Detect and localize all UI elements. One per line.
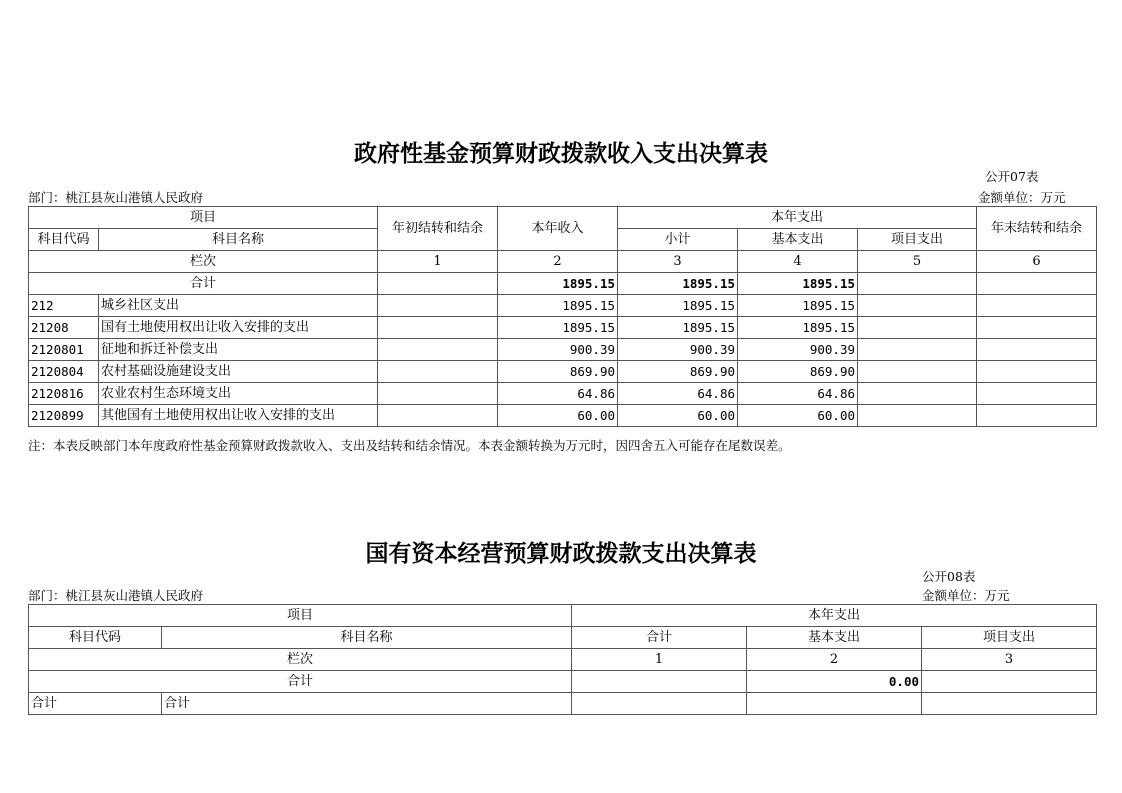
table2-unit: 金额单位：万元 — [922, 588, 1010, 603]
header-name: 科目名称 — [99, 229, 378, 251]
table-row — [29, 295, 1097, 317]
row-income: 1895.15 — [498, 295, 618, 317]
table-row — [29, 405, 1097, 427]
table2-form-no: 公开08表 — [922, 569, 976, 584]
row-subtotal: 64.86 — [618, 383, 738, 405]
header-name: 科目名称 — [162, 627, 572, 649]
column-index: 2 — [747, 649, 922, 671]
total-label: 合计 — [29, 671, 572, 693]
header-item: 项目 — [29, 605, 572, 627]
row-code: 2120899 — [29, 405, 99, 427]
total-income: 1895.15 — [498, 273, 618, 295]
row-code: 2120801 — [29, 339, 99, 361]
header-project: 项目支出 — [922, 627, 1097, 649]
header-basic: 基本支出 — [747, 627, 922, 649]
table-row — [29, 317, 1097, 339]
header-end-balance: 年末结转和结余 — [977, 207, 1097, 251]
header-project: 项目支出 — [858, 229, 977, 251]
row-subtotal: 1895.15 — [618, 295, 738, 317]
row-name: 农村基础设施建设支出 — [99, 361, 378, 383]
row-name: 征地和拆迁补偿支出 — [99, 339, 378, 361]
header-item: 项目 — [29, 207, 378, 229]
row-name: 其他国有土地使用权出让收入安排的支出 — [99, 405, 378, 427]
column-index: 6 — [977, 251, 1097, 273]
header-income: 本年收入 — [498, 207, 618, 251]
row-name: 城乡社区支出 — [99, 295, 378, 317]
table2-dept: 部门：桃江县灰山港镇人民政府 — [28, 588, 204, 603]
row-code: 212 — [29, 295, 99, 317]
header-code: 科目代码 — [29, 627, 162, 649]
header-begin-balance: 年初结转和结余 — [378, 207, 498, 251]
table2-title: 国有资本经营预算财政拨款支出决算表 — [365, 540, 757, 567]
row-name: 农业农村生态环境支出 — [99, 383, 378, 405]
table1-unit: 金额单位：万元 — [978, 190, 1066, 205]
table1-form-no: 公开07表 — [985, 169, 1039, 184]
column-row-label: 栏次 — [29, 649, 572, 671]
row-basic: 900.39 — [738, 339, 858, 361]
column-index: 2 — [498, 251, 618, 273]
total-row — [29, 671, 1097, 693]
row-basic: 1895.15 — [738, 317, 858, 339]
total-label: 合计 — [29, 273, 378, 295]
row-code: 2120804 — [29, 361, 99, 383]
row-code: 21208 — [29, 317, 99, 339]
header-basic: 基本支出 — [738, 229, 858, 251]
column-index: 4 — [738, 251, 858, 273]
header-subtotal: 小计 — [618, 229, 738, 251]
column-index: 3 — [922, 649, 1097, 671]
table1 — [28, 206, 1097, 427]
table-row — [29, 383, 1097, 405]
total-basic: 1895.15 — [738, 273, 858, 295]
row-basic: 1895.15 — [738, 295, 858, 317]
row-name: 合计 — [162, 693, 572, 715]
row-code: 合计 — [29, 693, 162, 715]
row-basic: 64.86 — [738, 383, 858, 405]
row-subtotal: 900.39 — [618, 339, 738, 361]
header-expense: 本年支出 — [618, 207, 977, 229]
table2 — [28, 604, 1097, 715]
row-basic: 869.90 — [738, 361, 858, 383]
row-basic: 60.00 — [738, 405, 858, 427]
table-row — [29, 339, 1097, 361]
row-subtotal: 869.90 — [618, 361, 738, 383]
column-row-label: 栏次 — [29, 251, 378, 273]
row-income: 1895.15 — [498, 317, 618, 339]
row-income: 869.90 — [498, 361, 618, 383]
column-index: 3 — [618, 251, 738, 273]
table-row — [29, 693, 1097, 715]
table1-title: 政府性基金预算财政拨款收入支出决算表 — [354, 140, 768, 167]
row-income: 60.00 — [498, 405, 618, 427]
column-index: 1 — [572, 649, 747, 671]
total-subtotal: 1895.15 — [618, 273, 738, 295]
total-row — [29, 273, 1097, 295]
header-code: 科目代码 — [29, 229, 99, 251]
header-total: 合计 — [572, 627, 747, 649]
row-income: 900.39 — [498, 339, 618, 361]
table1-dept: 部门：桃江县灰山港镇人民政府 — [28, 190, 204, 205]
column-index: 5 — [858, 251, 977, 273]
column-index: 1 — [378, 251, 498, 273]
row-name: 国有土地使用权出让收入安排的支出 — [99, 317, 378, 339]
row-subtotal: 60.00 — [618, 405, 738, 427]
table1-note: 注：本表反映部门本年度政府性基金预算财政拨款收入、支出及结转和结余情况。本表金额转换为万元时，因四舍五入可能存在尾数误差。 — [28, 438, 791, 453]
row-subtotal: 1895.15 — [618, 317, 738, 339]
row-income: 64.86 — [498, 383, 618, 405]
table-row — [29, 361, 1097, 383]
header-expense: 本年支出 — [572, 605, 1097, 627]
row-code: 2120816 — [29, 383, 99, 405]
total-basic: 0.00 — [747, 671, 922, 693]
